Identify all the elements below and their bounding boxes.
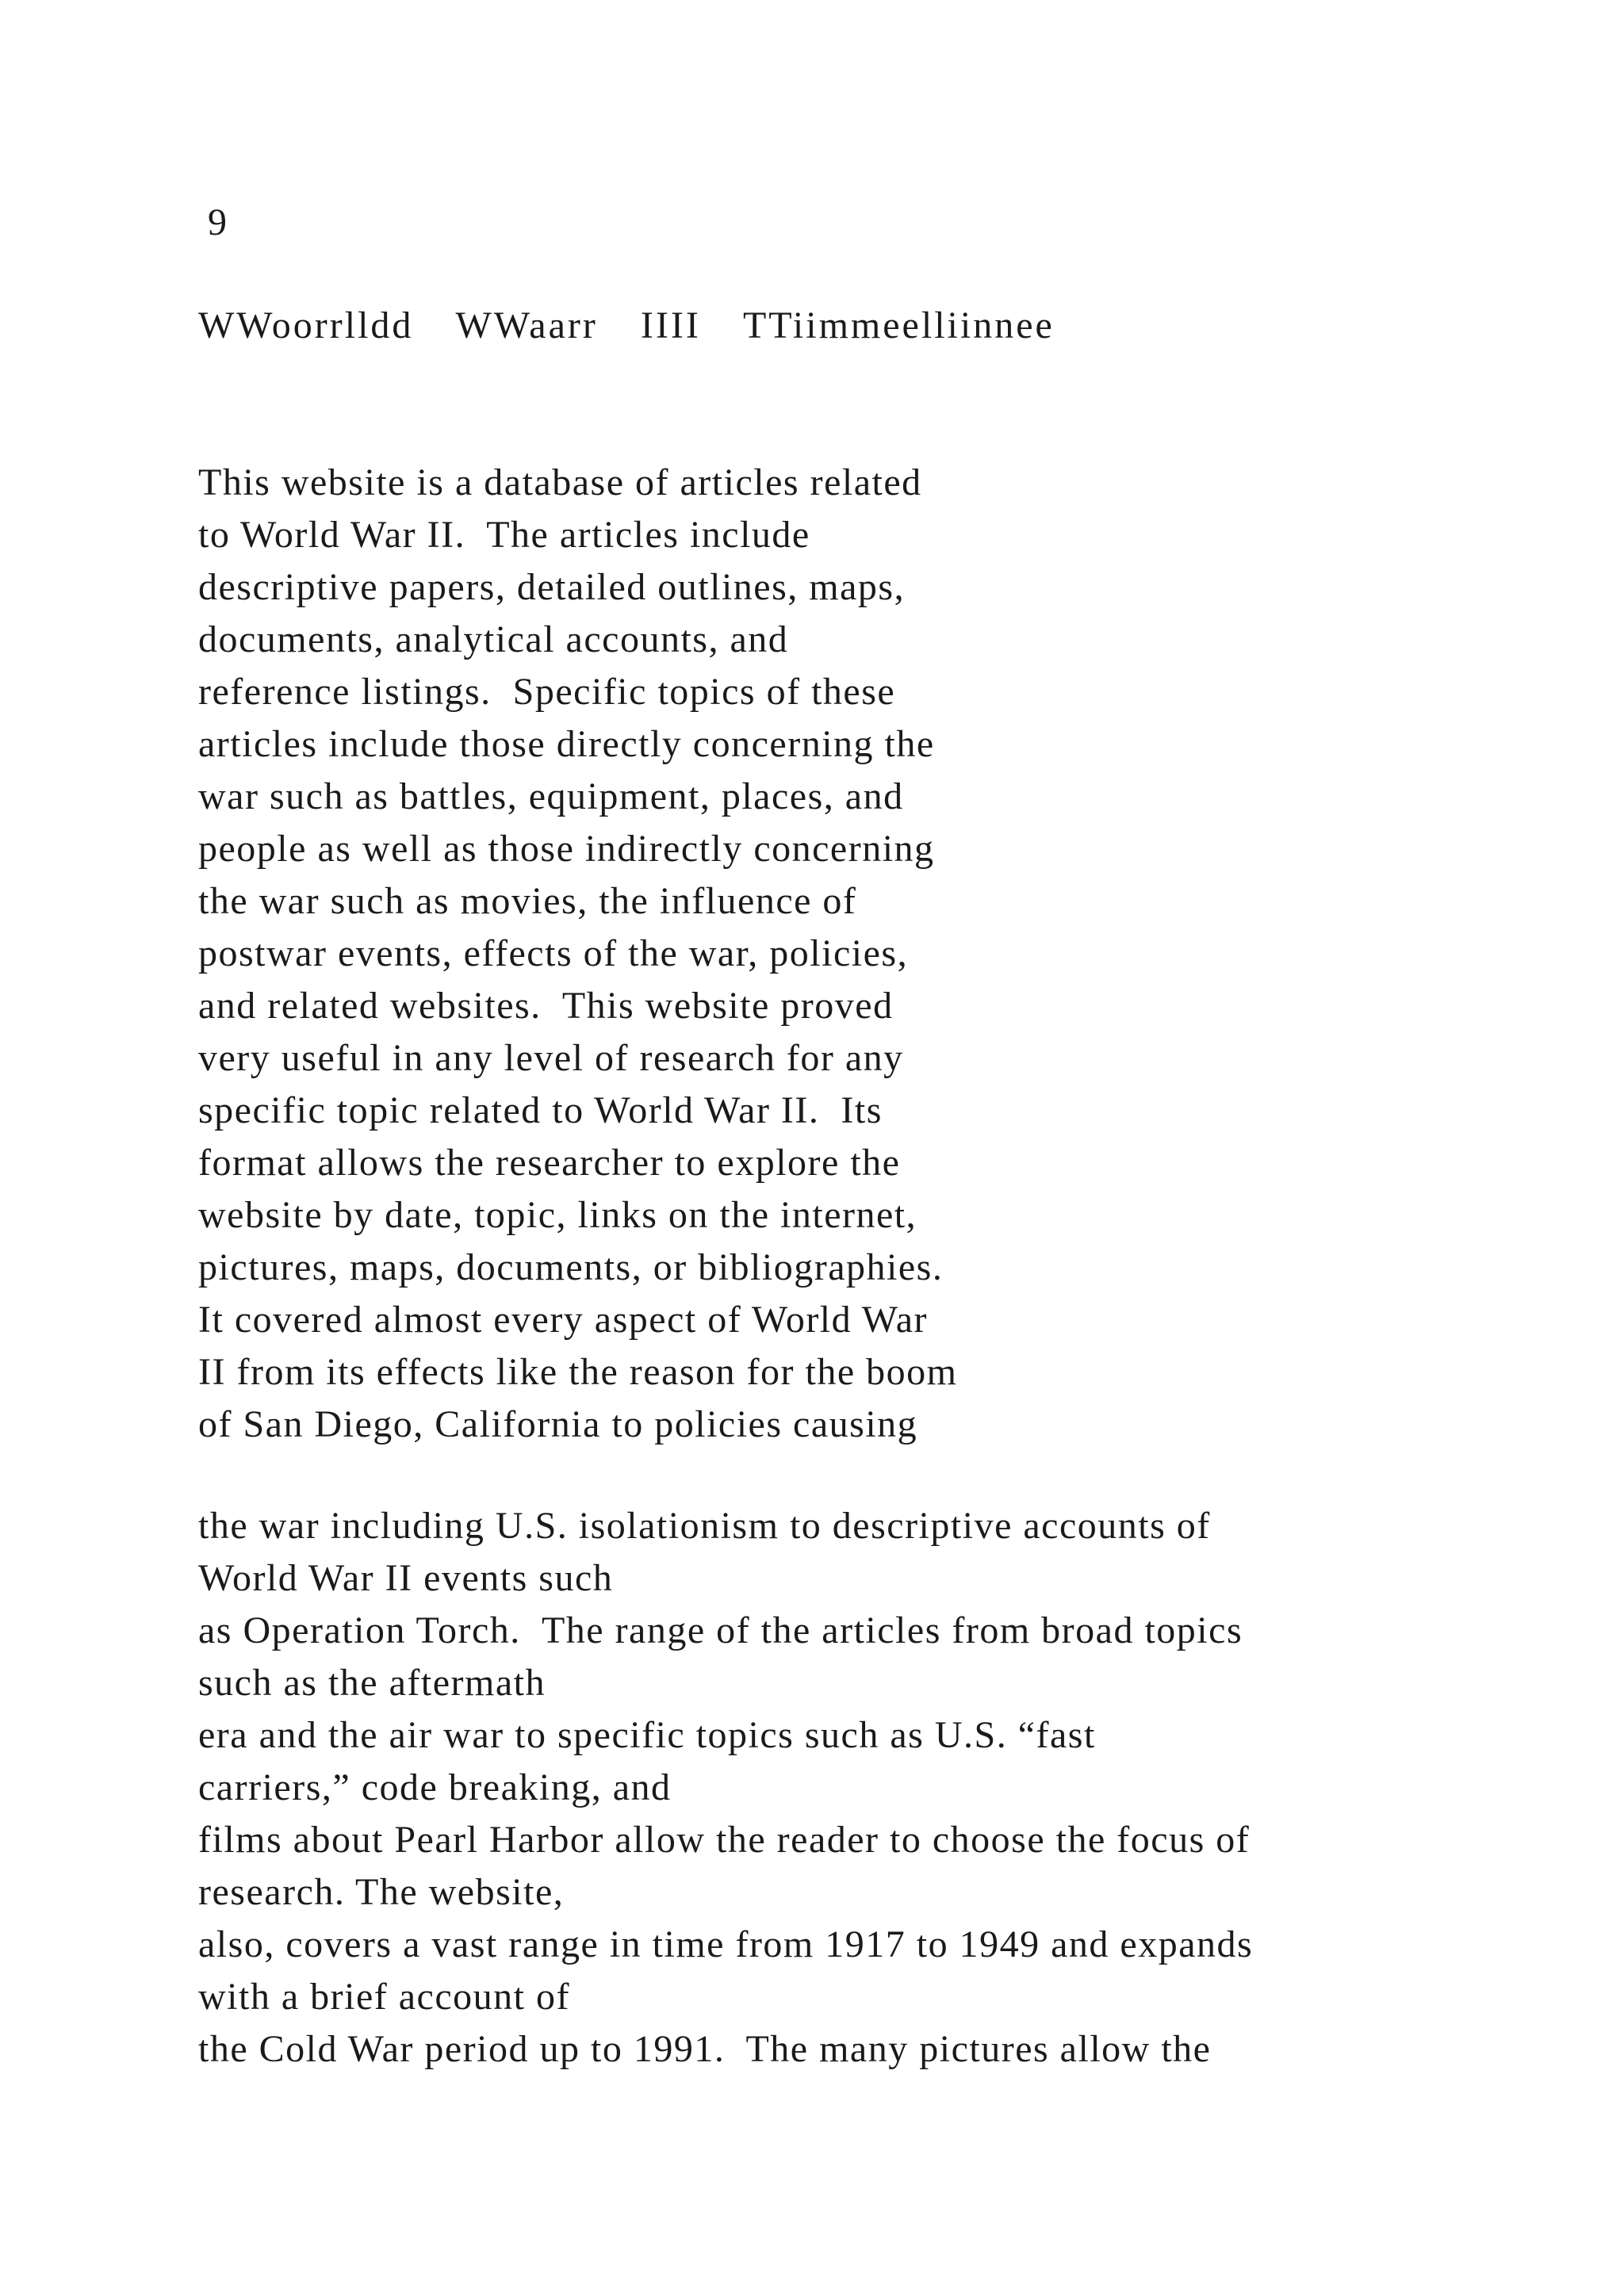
text-line: carriers,” code breaking, and xyxy=(198,1766,672,1808)
page-number: 9 xyxy=(208,201,227,243)
text-line: as Operation Torch. The range of the articles from broad topics xyxy=(198,1609,1243,1651)
document-title: WWoorrlldd WWaarr IIII TTiimmeelliinnee xyxy=(198,304,1055,346)
text-line: World War II events such xyxy=(198,1557,614,1599)
text-line: the war such as movies, the influence of xyxy=(198,880,857,922)
body-paragraph-1 xyxy=(198,457,958,1451)
text-line: the Cold War period up to 1991. The many pictures allow the xyxy=(198,2028,1212,2070)
text-line: This website is a database of articles related xyxy=(198,461,922,503)
body-paragraph-2 xyxy=(198,1500,1253,2076)
text-line: with a brief account of xyxy=(198,1976,570,2018)
text-line: specific topic related to World War II. Its xyxy=(198,1089,883,1131)
text-line: very useful in any level of research for any xyxy=(198,1037,904,1079)
text-line: II from its effects like the reason for the boom xyxy=(198,1351,958,1393)
text-line: documents, analytical accounts, and xyxy=(198,618,789,660)
text-line: pictures, maps, documents, or bibliographies. xyxy=(198,1246,944,1288)
text-line: war such as battles, equipment, places, and xyxy=(198,775,904,817)
text-line: era and the air war to specific topics such as U.S. “fast xyxy=(198,1714,1096,1756)
text-line: people as well as those indirectly concerning xyxy=(198,828,935,870)
text-line: and related websites. This website proved xyxy=(198,985,894,1027)
text-line: of San Diego, California to policies causing xyxy=(198,1403,918,1445)
text-line: the war including U.S. isolationism to descriptive accounts of xyxy=(198,1505,1211,1547)
text-line: articles include those directly concerning the xyxy=(198,723,935,765)
text-line: website by date, topic, links on the internet, xyxy=(198,1194,917,1236)
text-line: such as the aftermath xyxy=(198,1662,546,1704)
text-line: reference listings. Specific topics of these xyxy=(198,671,896,713)
text-line: films about Pearl Harbor allow the reader to choose the focus of xyxy=(198,1819,1251,1861)
text-line: format allows the researcher to explore the xyxy=(198,1142,901,1184)
text-line: postwar events, effects of the war, policies, xyxy=(198,932,909,974)
text-line: research. The website, xyxy=(198,1871,565,1913)
text-line: to World War II. The articles include xyxy=(198,514,810,556)
text-line: also, covers a vast range in time from 1917 to 1949 and expands xyxy=(198,1923,1254,1965)
text-line: It covered almost every aspect of World War xyxy=(198,1299,929,1341)
text-line: descriptive papers, detailed outlines, maps, xyxy=(198,566,906,608)
